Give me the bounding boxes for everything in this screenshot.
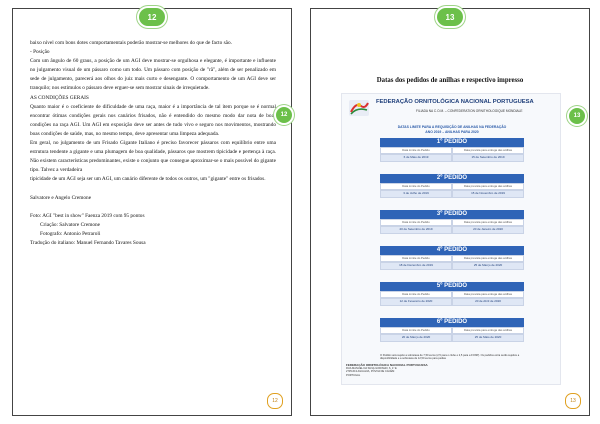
paragraph: baixo nível com bons dotes comportamentais poderão mostrar-se melhores do que de facto são. [30,40,233,46]
col-delivery-label: Data prevista para entrega das anilhas [452,183,524,190]
delivery-date: 25 de Março de 2020 [452,262,524,269]
col-delivery-label: Data prevista para entrega das anilhas [452,327,524,334]
paragraph: Quanto maior é o coeficiente de dificuldade de uma raça, maior é a importância de tal item porque se é normal encontrar ótimas condições gerais nos canários frisados, não é entendido do mesmo modo dar nota de boas condições na raça AGI. Um AGI em exposição deve ser antes de tudo vivo e seguro nos movimentos, mostrando boas condições de saúde, mas, no mesmo tempo, deve apresentar uma limpeza adequada. [30,103,276,137]
col-limit-label: Data Limite do Pedido [380,291,452,298]
delivery-date: 15 de Novembro de 2019 [452,190,524,197]
page-title: Datas dos pedidos de anilhas e respectivo impresso [376,77,524,84]
poster-note: O Pedido será sujeito a sobretaxa de 7,50 euros (2,5 para o clube e 2,5 para a FONP). Os pedidos extra serão sujeitos a disponibilidade e a sobretaxa de 12,50 euros para pedias [380,354,520,361]
pedido-header: 1º PEDIDO [380,138,524,147]
left-page [12,8,292,416]
delivery-date: 15 de Setembro de 2019 [452,154,524,161]
limit-date: 6 de Maio de 2019 [380,154,452,161]
photographer-credit: Fotografo: Antonio Petraroli [40,230,101,237]
poster-footer [346,364,556,377]
poster-title-line: DATAS LIMITE PARA A REQUISIÇÃO DE ANILHAS NA FEDERAÇÃO [397,125,507,129]
col-limit-label: Data Limite do Pedido [380,327,452,334]
page-number-right: 13 [565,393,581,409]
pedido-header: 5º PEDIDO [380,282,524,291]
pedido-block [380,246,524,270]
col-delivery-label: Data prevista para entrega das anilhas [452,255,524,262]
col-limit-label: Data Limite do Pedido [380,255,452,262]
pedido-block [380,210,524,234]
pedido-block [380,174,524,198]
limit-date: 20 de Setembro de 2019 [380,226,452,233]
footer-address: 2735-613 AGUALVA, PÓVOA DE CACÉM [346,370,395,374]
col-delivery-label: Data prevista para entrega das anilhas [452,147,524,154]
photo-caption: Foto: AGI "best in show" Faenza 2019 com 95 pontos [30,212,145,219]
poster-title [352,125,552,134]
author-line: Salvatore e Angelo Cremone [30,194,92,201]
federation-subtitle: FILIADA NA C.O.M. – CONFEDERATION ORNITHOLOGIQUE MONDIALE [416,109,523,113]
federation-name: FEDERAÇÃO ORNITOLÓGICA NACIONAL PORTUGUESA [376,99,534,105]
paragraph: tipicidade de um AGI seja ser um AGI, um canário diferente de todos os outros, um "gigante" entre os frisados. [30,176,266,183]
pedido-header: 2º PEDIDO [380,174,524,183]
paragraph: Em geral, no julgamento de um Frisado Gigante Italiano é preciso favorecer pássaros com equilíbrio entre uma estrutura tendente a gigante e uma plumagem de boa qualidade, pássaros que mostrem tipicidade e pertença à raça. Não existem características predominantes, existe o conjunto que consegue aproximar-se o mais possível do gigante tipo. Talvez a verdadeira [30,140,276,174]
pedido-block [380,138,524,162]
footer-address: PORTUGAL [346,373,361,377]
col-delivery-label: Data prevista para entrega das anilhas [452,219,524,226]
side-badge-right[interactable]: 13 [569,108,585,124]
section-heading-posicao: - Posição [30,49,50,56]
footer-federation-name: FEDERAÇÃO ORNITOLÓGICA NACIONAL PORTUGUESA [346,363,428,367]
delivery-date: 20 de Janeiro de 2020 [452,226,524,233]
col-delivery-label: Data prevista para entrega das anilhas [452,291,524,298]
footer-address: RUA MANUEL DA SILVA GODINHO, 6, 1º E [346,367,397,371]
pedido-block [380,282,524,306]
col-limit-label: Data Limite do Pedido [380,183,452,190]
translation-credit: Tradução do italiano: Manuel Fernando Tavares Sousa [30,239,146,246]
col-limit-label: Data Limite do Pedido [380,219,452,226]
delivery-date: 25 de Maio de 2020 [452,334,524,341]
section-heading-condicoes: AS CONDIÇÕES GERAIS [30,94,89,101]
pedido-block [380,318,524,342]
page-badge-left: 12 [139,8,165,26]
federation-logo-icon [348,98,370,118]
limit-date: 18 de Dezembro de 2019 [380,262,452,269]
delivery-date: 20 de Abril de 2020 [452,298,524,305]
pedido-header: 6º PEDIDO [380,318,524,327]
limit-date: 3 de Julho de 2019 [380,190,452,197]
page-number-left: 12 [267,393,283,409]
pedido-header: 3º PEDIDO [380,210,524,219]
pedido-header: 4º PEDIDO [380,246,524,255]
page-badge-right: 13 [437,8,463,26]
federation-header [346,98,556,118]
paragraph: Com um ângulo de 60 graus, a posição de um AGI deve mostrar-se orgulhosa e elegante, é importante e influente no julgamento visual de um pássaro como um todo. Um pássaro com posição de "rã", além de ser penalizado em sede de julgamento, parecerá aos olhos do juiz mais curto e desengante. O comportamento de um AGI deve ser tranquilo; nos estimulos o pássaro deve erguer-se sem mostrar sinais de irrequietude. [30,58,276,92]
right-page [310,8,590,416]
limit-date: 20 de Março de 2020 [380,334,452,341]
side-badge-left[interactable]: 12 [276,107,292,123]
col-limit-label: Data Limite do Pedido [380,147,452,154]
ring-order-poster [341,93,561,385]
creation-credit: Criação: Salvatore Cremone [40,221,101,228]
article-body [30,39,276,248]
poster-title-line: ANO 2019 – ANILHAS PARA 2020 [425,129,479,134]
limit-date: 12 de Fevereiro de 2020 [380,298,452,305]
